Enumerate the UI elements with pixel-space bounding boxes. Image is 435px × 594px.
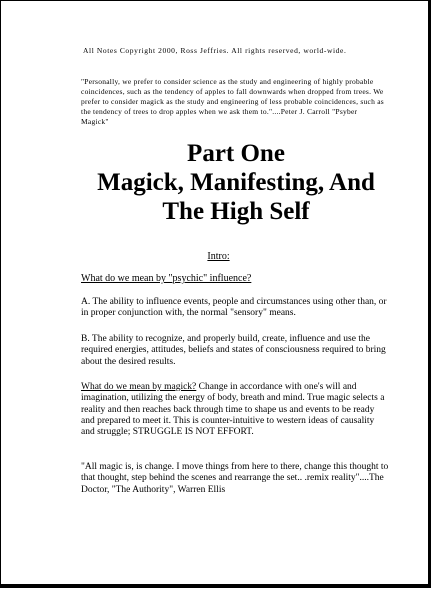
- magick-answer: Change in accordance with one's will and imagination, utilizing the energy of body, breath and mind. True magic selects a reality and then reaches back through time to shape us and events to be ready and prepared to meet it. This is counter-intuitive to western ideas of causality and struggle; STRUGGLE IS NOT EFFORT.: [81, 382, 385, 438]
- intro-heading: [1, 251, 435, 262]
- title-line-3: The High Self: [162, 198, 310, 225]
- magick-question-heading: What do we mean by magick?: [81, 382, 197, 392]
- page-title: [41, 139, 431, 226]
- magick-paragraph: [81, 382, 389, 438]
- psychic-question-heading: What do we mean by "psychic" influence?: [81, 273, 252, 284]
- copyright-notice: All Notes Copyright 2000, Ross Jeffries. All rights reserved, world-wide.: [83, 46, 347, 55]
- paragraph-a: A. The ability to influence events, people and circumstances using other than, or in proper conjunction with, the normal "sensory" means.: [81, 297, 387, 319]
- title-line-2: Magick, Manifesting, And: [97, 169, 375, 196]
- paragraph-b: B. The ability to recognize, and properly build, create, influence and use the required energies, attitudes, beliefs and states of consciousness required to bring about the desired results.: [81, 334, 386, 367]
- intro-heading-text: Intro:: [207, 251, 230, 262]
- closing-quote: "All magic is, is change. I move things from here to there, change this thought to that thought, step behind the scenes and rearrange the set.. .remix reality"....The Doctor, "The Authority", Warren Ellis: [81, 462, 389, 495]
- title-line-1: Part One: [187, 140, 285, 167]
- epigraph-quote: "Personally, we prefer to consider science as the study and engineering of highly probable coincidences, such as the tendency of apples to fall downwards when dropped from trees. We prefer to consider magick as the study and engineering of less probable coincidences, such as the tendency of trees to drop apples when we ask them to."....Peter J. Carroll "Psyber Magick": [81, 77, 384, 126]
